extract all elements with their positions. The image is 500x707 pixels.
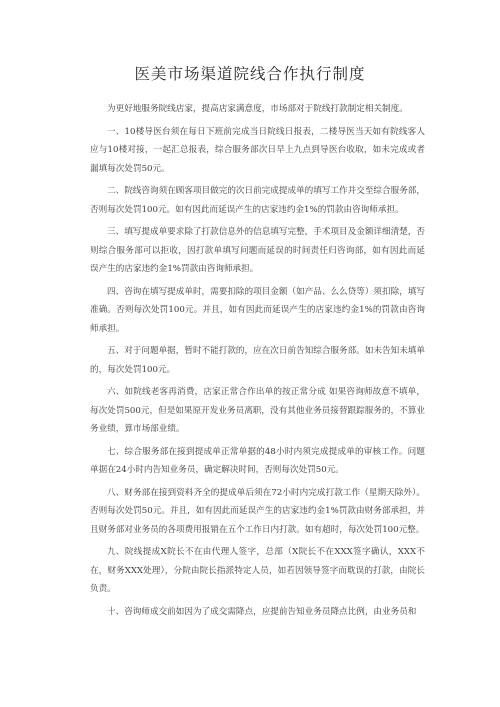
paragraph-rule-5: 五、对于问题单据，暂时不能打款的，应在次日前告知综合服务部。如未告知未填单的，每次处罚100元。	[90, 346, 425, 375]
document-body	[90, 100, 425, 625]
paragraph-intro: 为更好地服务院线店家，提高店家满意度，市场部对于院线打款制定相关制度。	[107, 104, 408, 114]
paragraph-rule-8: 八、财务部在接到资料齐全的提成单后须在72小时内完成打款工作（星期天除外）。否则每次处罚50元。并且，如有因此而延误产生的店家违约金1%罚款由财务部承担，并且财务部对业务员的各项费用报销在五个工作日内打款。如有超时，每次处罚100元整。	[90, 487, 425, 535]
paragraph-rule-7: 七、综合服务部在接到提成单正常单据的48小时内须完成提成单的审核工作。问题单据在24小时内告知业务员，确定解决时间，否则每次处罚50元。	[90, 446, 425, 475]
paragraph-rule-10: 十、咨询师成交前如因为了成交需降点，应提前告知业务员降点比例，由业务员和	[107, 606, 417, 617]
paragraph-rule-6: 六、如院线老客再消费，店家正常合作出单的按正常分成 如果咨询师故意不填单，每次处罚500元，但是如果原开发业务员离职，没有其他业务员接替跟踪服务的，不算业务业绩，算市场部业绩。	[90, 387, 425, 434]
paragraph-rule-3: 三、填写提成单要求除了打款信息外的信息填写完整，手术项目及金额详细清楚，否则综合服务部可以拒收，因打款单填写问题而延误的时间责任归咨询部，如有因此而延误产生的店家违约金1%罚款由咨询师承担。	[90, 227, 425, 274]
paragraph-rule-2: 二、院线咨询须在顾客项目做完的次日前完成提成单的填写工作并交至综合服务部，否则每次处罚100元。如有因此而延误产生的店家违约金1%的罚款由咨询师承担。	[90, 186, 425, 215]
paragraph-rule-1: 一、10楼导医台须在每日下班前完成当日院线日报表，二楼导医当天如有院线客人应与10楼对接，一起汇总报表，综合服务部次日早上九点到导医台收取，如未完成或者漏填每次处罚50元。	[90, 126, 425, 174]
paragraph-rule-4: 四、咨询在填写提成单时，需要扣除的项目金额（如产品、么么贷等）须扣除，填写准确。否则每次处罚100元。并且，如有因此而延误产生的店家违约金1%的罚款由咨询师承担。	[90, 286, 425, 334]
paragraph-rule-9: 九、院线提成X院长不在由代理人签字，总部（X院长不在XXX签字确认，XXX不在，财务XXX处理），分院由院长指派特定人员，如若因领导签字而耽误的打款，由院长负责。	[90, 547, 425, 594]
document-title: 医美市场渠道院线合作执行制度	[134, 65, 366, 83]
